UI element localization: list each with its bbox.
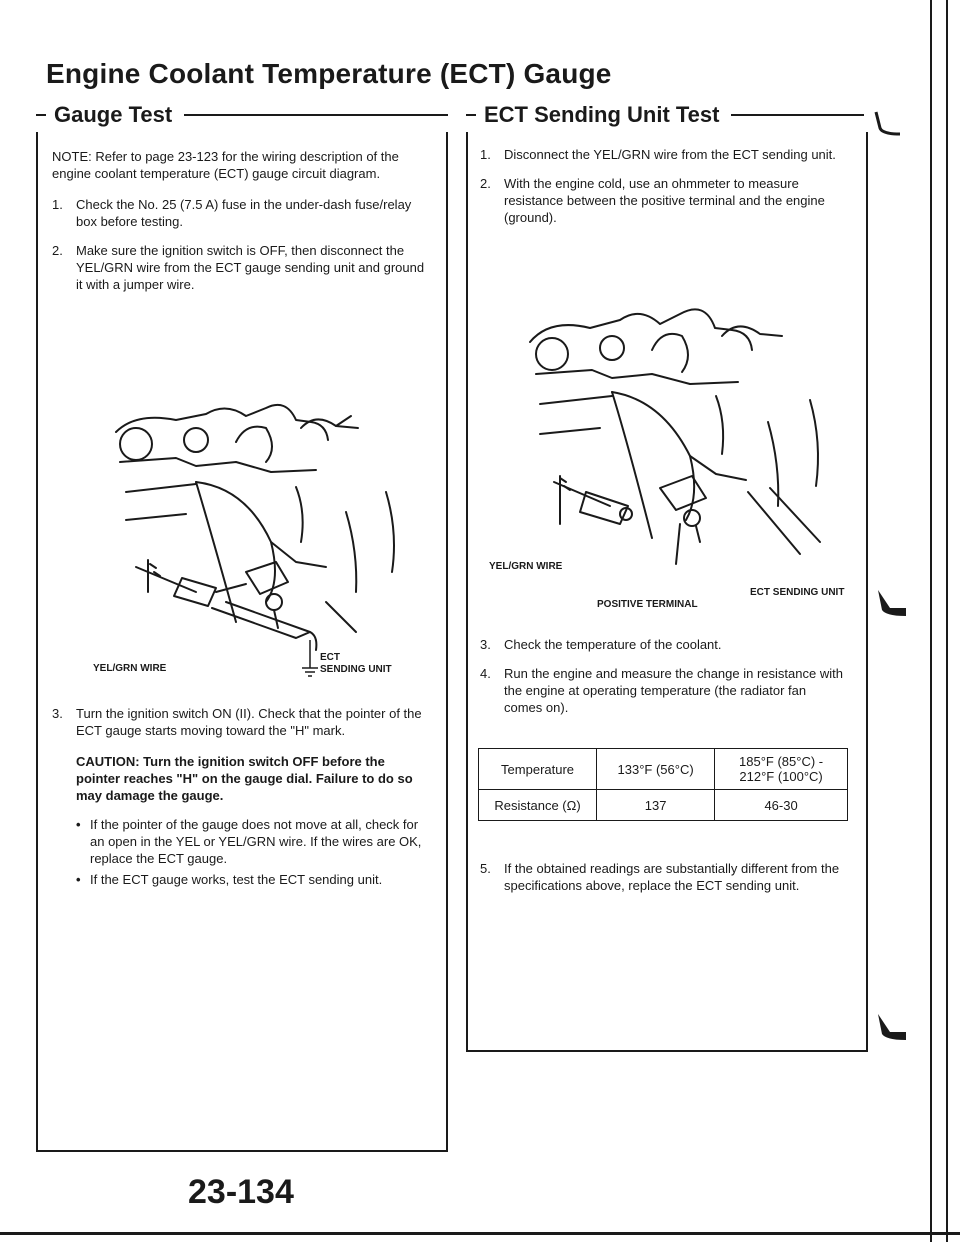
table-row <box>479 749 848 790</box>
sending-figure-terminal-label: POSITIVE TERMINAL <box>597 599 698 610</box>
sending-unit-steps-c <box>480 860 846 906</box>
table-cell-temp-hot: 185°F (85°C) - 212°F (100°C) <box>715 749 848 790</box>
bullet-icon: • <box>76 872 81 887</box>
gauge-test-procedure <box>52 705 432 892</box>
sending-step-5: 5. If the obtained readings are substantially different from the specifications above, replace the ECT sending unit. <box>480 861 840 893</box>
gauge-bullet-1: • If the pointer of the gauge does not move at all, check for an open in the YEL or YEL/GRN wire. If the wires are OK, replace the ECT gauge. <box>76 817 422 866</box>
sending-step-1: 1. Disconnect the YEL/GRN wire from the ECT sending unit. <box>480 147 836 162</box>
page-number: 23-134 <box>188 1173 294 1211</box>
page-corner-mark-icon <box>876 1010 910 1044</box>
bullet-icon: • <box>76 817 81 832</box>
gauge-test-intro <box>52 148 432 305</box>
table-cell-temp-cold: 133°F (56°C) <box>597 749 715 790</box>
gauge-step-3: 3. Turn the ignition switch ON (II). Check that the pointer of the ECT gauge starts moving toward the "H" mark. <box>52 706 422 738</box>
table-cell-resistance-label: Resistance (Ω) <box>479 790 597 821</box>
sending-step-3: 3. Check the temperature of the coolant. <box>480 637 722 652</box>
sending-unit-steps-a <box>480 146 846 238</box>
resistance-spec-table <box>478 748 848 821</box>
sending-figure-unit-label: ECT SENDING UNIT <box>750 587 845 598</box>
sending-unit-steps-b <box>480 636 846 728</box>
gauge-step-1: 1. Check the No. 25 (7.5 A) fuse in the under-dash fuse/relay box before testing. <box>52 197 412 229</box>
sending-unit-heading <box>466 98 864 132</box>
table-cell-resistance-cold: 137 <box>597 790 715 821</box>
page-edge-line <box>930 0 932 1242</box>
page-edge-line <box>946 0 948 1242</box>
page-bottom-line <box>0 1232 960 1235</box>
gauge-bullet-2: • If the ECT gauge works, test the ECT sending unit. <box>76 872 383 887</box>
gauge-test-note: NOTE: Refer to page 23-123 for the wiring description of the engine coolant temperature (ECT) gauge circuit diagram. <box>52 149 399 181</box>
gauge-step-2: 2. Make sure the ignition switch is OFF, then disconnect the YEL/GRN wire from the ECT gauge sending unit and ground it with a jumper wire. <box>52 243 425 292</box>
sending-unit-engine-illustration-icon <box>500 292 846 572</box>
sending-step-4: 4. Run the engine and measure the change in resistance with the engine at operating temperature (the radiator fan comes on). <box>480 666 843 715</box>
table-row <box>479 790 848 821</box>
page-corner-mark-icon <box>874 108 904 138</box>
gauge-test-heading <box>36 98 448 132</box>
sending-step-2: 2. With the engine cold, use an ohmmeter to measure resistance between the positive terminal and the engine (ground). <box>480 176 825 225</box>
gauge-test-engine-illustration-icon <box>96 392 426 652</box>
gauge-test-heading-text: Gauge Test <box>54 102 173 127</box>
gauge-figure-unit-label-2: SENDING UNIT <box>320 664 392 675</box>
gauge-figure-wire-label: YEL/GRN WIRE <box>93 663 167 674</box>
sending-figure-wire-label: YEL/GRN WIRE <box>489 561 563 572</box>
gauge-caution: CAUTION: Turn the ignition switch OFF before the pointer reaches "H" on the gauge dial. Failure to do so may damage the gauge. <box>76 754 413 803</box>
table-cell-temperature-label: Temperature <box>479 749 597 790</box>
page-corner-mark-icon <box>876 586 910 620</box>
sending-unit-heading-text: ECT Sending Unit Test <box>484 102 720 127</box>
ground-icon <box>300 640 320 680</box>
page-title: Engine Coolant Temperature (ECT) Gauge <box>46 58 612 89</box>
gauge-figure-unit-label-1: ECT <box>320 652 340 663</box>
table-cell-resistance-hot: 46-30 <box>715 790 848 821</box>
